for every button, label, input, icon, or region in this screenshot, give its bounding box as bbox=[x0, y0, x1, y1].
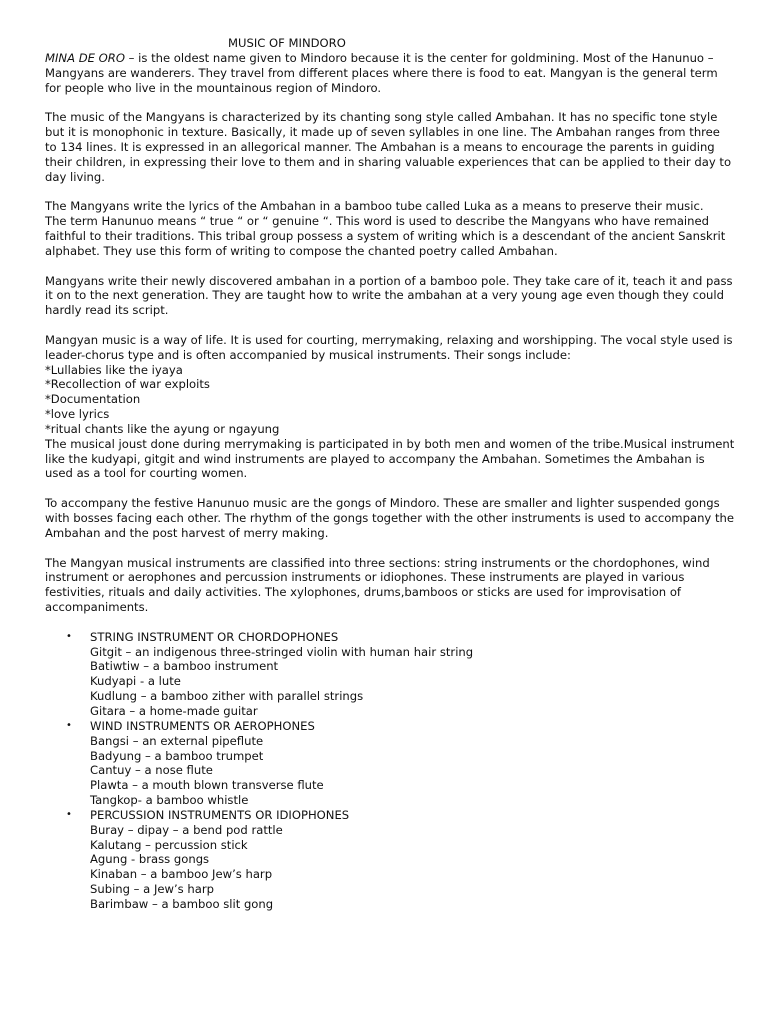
instrument-item: Tangkop- a bamboo whistle bbox=[90, 793, 249, 808]
document-title: MUSIC OF MINDORO bbox=[228, 36, 346, 50]
section-percussion-instruments bbox=[45, 808, 735, 912]
instrument-item: Badyung – a bamboo trumpet bbox=[90, 748, 264, 763]
paragraph-gap bbox=[45, 95, 735, 110]
instrument-item: Agung - brass gongs bbox=[90, 852, 210, 867]
musical-joust-paragraph: The musical joust done during merrymaking is participated in by both men and women of the tribe.Musical instrument like the kudyapi, gitgit and wind instruments are played to accompany the Ambahan. Sometimes the Ambahan is used as a tool for courting women. bbox=[45, 436, 735, 481]
paragraph-gap bbox=[45, 259, 735, 274]
section-wind-instruments bbox=[45, 719, 735, 808]
paragraph-gap bbox=[45, 318, 735, 333]
luka-paragraph: The Mangyans write the lyrics of the Ambahan in a bamboo tube called Luka as a means to preserve their music. bbox=[45, 199, 704, 214]
intro-text: – is the oldest name given to Mindoro because it is the center for goldmining. Most of the Hanunuo – Mangyans are wanderers. They travel from different places where there is food to eat. Mangyan is the general term for people who live in the mountainous region of Mindoro. bbox=[45, 50, 718, 95]
hanunuo-paragraph: The term Hanunuo means “ true “ or “ genuine “. This word is used to describe the Mangyans who have remained faithful to their traditions. This tribal group possess a system of writing which is a descendant of the ancient Sanskrit alphabet. They use this form of writing to compose the chanted poetry called Ambahan. bbox=[45, 214, 726, 258]
paragraph-gap bbox=[45, 184, 735, 199]
instrument-item: Cantuy – a nose flute bbox=[90, 763, 213, 778]
instrument-item: Gitgit – an indigenous three-stringed violin with human hair string bbox=[90, 644, 474, 659]
bullet-icon: • bbox=[66, 719, 72, 731]
section-heading: WIND INSTRUMENTS OR AEROPHONES bbox=[90, 718, 315, 733]
instrument-item: Kinaban – a bamboo Jew’s harp bbox=[90, 867, 273, 882]
instrument-item: Kudlung – a bamboo zither with parallel strings bbox=[90, 689, 364, 704]
instrument-item: Bangsi – an external pipeflute bbox=[90, 733, 264, 748]
intro-paragraph bbox=[45, 51, 735, 96]
instrument-item: Plawta – a mouth blown transverse flute bbox=[90, 778, 324, 793]
bullet-icon: • bbox=[66, 630, 72, 642]
song-item: *Recollection of war exploits bbox=[45, 377, 210, 392]
paragraph-gap bbox=[45, 541, 735, 556]
intro-term: MINA DE ORO bbox=[45, 50, 125, 65]
instrument-item: Kalutang – percussion stick bbox=[90, 837, 248, 852]
song-item: *Lullabies like the iyaya bbox=[45, 362, 183, 377]
song-item: *Documentation bbox=[45, 392, 141, 407]
section-heading: PERCUSSION INSTRUMENTS OR IDIOPHONES bbox=[90, 807, 350, 822]
document-body bbox=[45, 36, 735, 912]
section-string-instruments bbox=[45, 630, 735, 719]
classification-paragraph: The Mangyan musical instruments are classified into three sections: string instruments or the chordophones, wind instrument or aerophones and percussion instruments or idiophones. These instruments are played in various festivities, rituals and daily activities. The xylophones, drums,bamboos or sticks are used for improvisation of accompaniments. bbox=[45, 555, 710, 615]
instrument-item: Batiwtiw – a bamboo instrument bbox=[90, 659, 279, 674]
paragraph-gap bbox=[45, 481, 735, 496]
section-heading: STRING INSTRUMENT OR CHORDOPHONES bbox=[90, 629, 339, 644]
instrument-item: Buray – dipay – a bend pod rattle bbox=[90, 822, 283, 837]
paragraph-gap bbox=[45, 615, 735, 630]
bamboo-pole-paragraph: Mangyans write their newly discovered ambahan in a portion of a bamboo pole. They take care of it, teach it and pass it on to the next generation. They are taught how to write the ambahan at a very young age even though they could hardly read its script. bbox=[45, 273, 733, 318]
instrument-sections-list bbox=[45, 630, 735, 912]
ambahan-paragraph: The music of the Mangyans is characterized by its chanting song style called Ambahan. It has no specific tone style but it is monophonic in texture. Basically, it made up of seven syllables in one line. The Ambahan ranges from three to 134 lines. It is expressed in an allegorical manner. The Ambahan is a means to encourage the parents in guiding their children, in expressing their love to them and in sharing valuable experiences that can be applied to their day to day living. bbox=[45, 110, 732, 184]
song-item: *ritual chants like the ayung or ngayung bbox=[45, 421, 280, 436]
song-item: *love lyrics bbox=[45, 407, 110, 422]
instrument-item: Gitara – a home-made guitar bbox=[90, 703, 258, 718]
instrument-item: Subing – a Jew’s harp bbox=[90, 882, 214, 897]
gongs-paragraph: To accompany the festive Hanunuo music are the gongs of Mindoro. These are smaller and lighter suspended gongs with bosses facing each other. The rhythm of the gongs together with the other instruments is used to accompany the Ambahan and the post harvest of merry making. bbox=[45, 496, 734, 540]
instrument-item: Barimbaw – a bamboo slit gong bbox=[90, 896, 274, 911]
instrument-item: Kudyapi - a lute bbox=[90, 674, 181, 689]
bullet-icon: • bbox=[66, 808, 72, 820]
way-of-life-paragraph: Mangyan music is a way of life. It is used for courting, merrymaking, relaxing and worshipping. The vocal style used is leader-chorus type and is often accompanied by musical instruments. Their songs include: bbox=[45, 332, 733, 362]
